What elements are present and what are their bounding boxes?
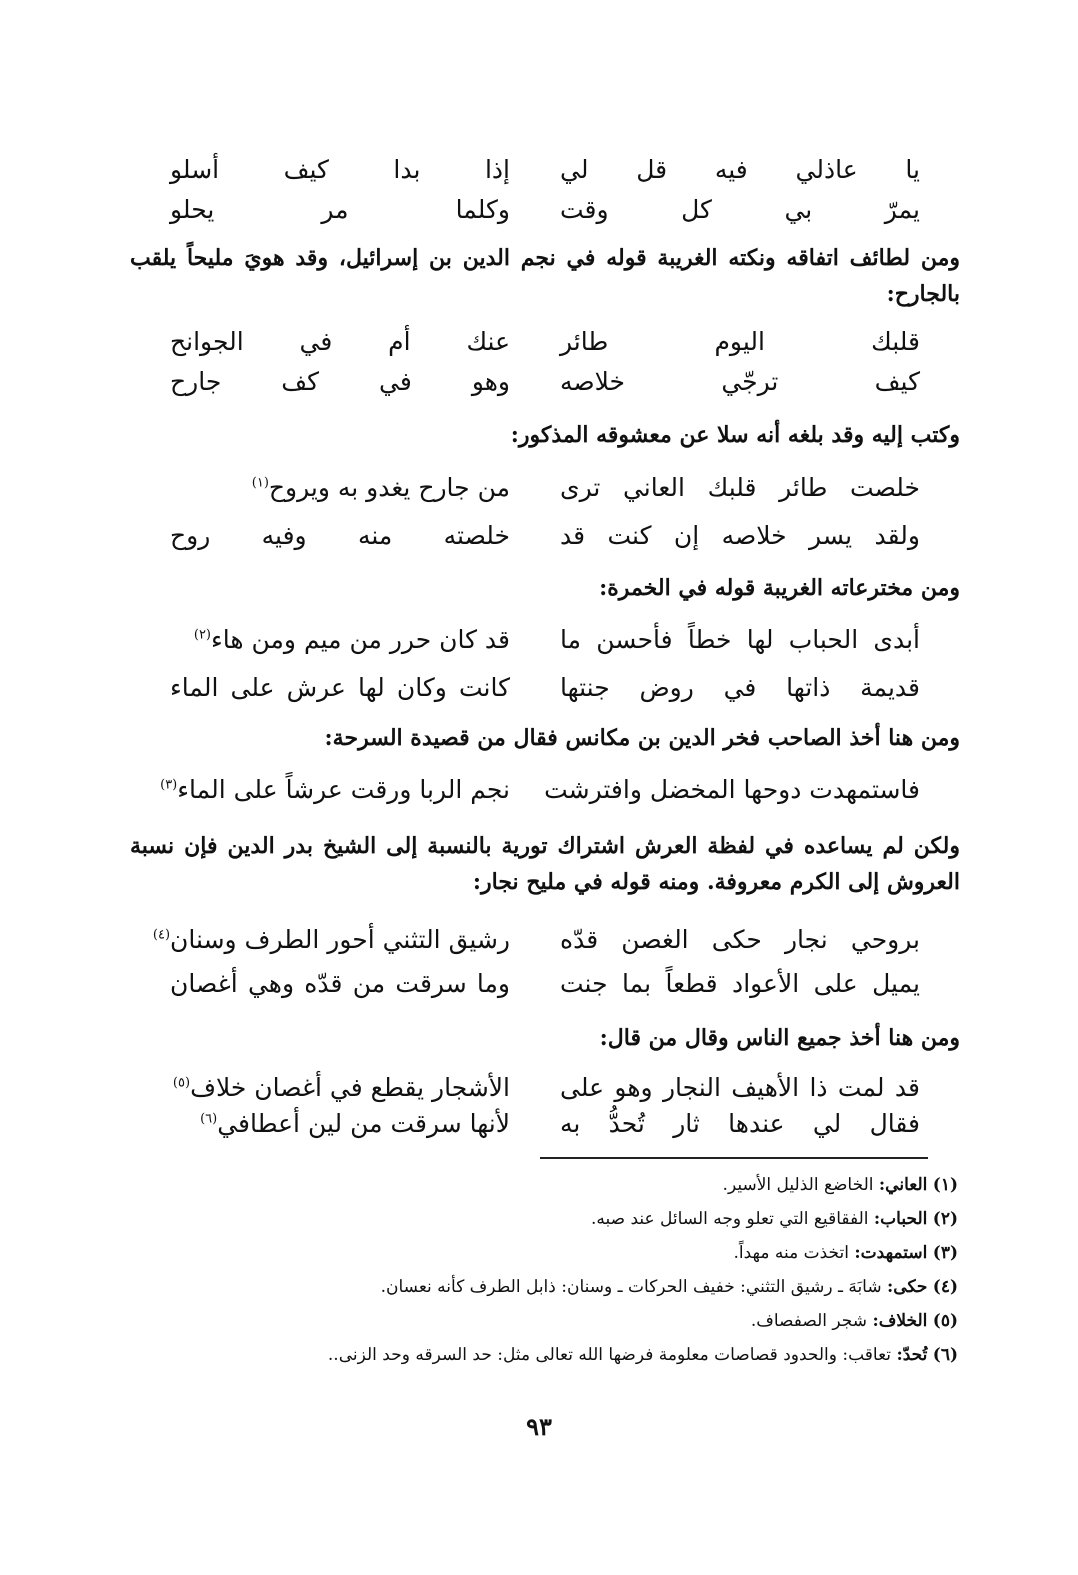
prose-paragraph: وكتب إليه وقد بلغه أنه سلا عن معشوقه المذكور: — [510, 422, 960, 448]
verse-hemistich-first: قد لمت ذا الأهيف النجار وهو على — [560, 1073, 920, 1102]
verse-hemistich-second: عنك أم في الجوانح — [170, 327, 510, 356]
verse-hemistich-second — [153, 920, 510, 960]
verse-hemistich-first: يا عاذلي فيه قل لي — [560, 155, 920, 184]
prose-paragraph: ومن لطائف اتفاقه ونكته الغريبة قوله في نجم الدين بن إسرائيل، وقد هويَ مليحاً يلقب بالجارح: — [130, 245, 960, 307]
page-number: ٩٣ — [526, 1412, 552, 1441]
footnote-number: (٤) — [932, 1277, 958, 1297]
verse-hemistich-second: خلصته منه وفيه روح — [170, 521, 510, 550]
footnote-term: تُحدّ: — [896, 1345, 928, 1365]
verse-hemistich-second — [194, 620, 510, 660]
verse-couplet — [150, 920, 920, 1004]
footnote-marker: (٣) — [160, 777, 178, 793]
verse-line — [150, 362, 920, 402]
verse-line — [150, 668, 920, 708]
footnote-item — [138, 1270, 958, 1304]
verse-couplet — [150, 770, 920, 810]
verse-line — [150, 770, 920, 810]
verse-line — [150, 150, 920, 190]
verse-couplet — [150, 322, 920, 402]
footnote-text: الفقاقيع التي تعلو وجه السائل عند صبه. — [590, 1209, 869, 1229]
footnote-item — [138, 1338, 958, 1372]
footnote-marker: (١) — [251, 475, 269, 491]
footnote-term: الخلاف: — [872, 1311, 928, 1331]
verse-line — [150, 1068, 920, 1108]
verse-hemistich-first: أبدى الحباب لها خطاً فأحسن ما — [560, 625, 920, 654]
footnote-number: (٥) — [932, 1311, 958, 1331]
verse-line — [150, 516, 920, 556]
footnote-marker: (٤) — [152, 927, 171, 943]
verse-couplet — [150, 1068, 920, 1144]
verse-hemistich-first: فقال لي عندها ثار تُحدُّ به — [560, 1109, 920, 1138]
verse-hemistich-first: ولقد يسر خلاصه إن كنت قد — [560, 521, 920, 550]
verse-line — [150, 468, 920, 508]
verse-hemistich-first: يمرّ بي كل وقت — [560, 195, 920, 224]
verse-line — [150, 964, 920, 1004]
prose-paragraph: ومن مخترعاته الغريبة قوله في الخمرة: — [599, 575, 960, 601]
verse-couplet — [150, 620, 920, 708]
verse-hemistich-second — [252, 468, 510, 508]
footnote-item — [138, 1202, 958, 1236]
footnotes — [138, 1168, 958, 1372]
footnote-number: (٦) — [932, 1345, 958, 1365]
verse-hemistich-second — [200, 1104, 510, 1144]
footnote-text: شجر الصفصاف. — [750, 1311, 868, 1331]
verse-line — [150, 620, 920, 660]
verse-hemistich-first: بروحي نجار حكى الغصن قدّه — [560, 925, 920, 954]
verse-hemistich-second: إذا بدا كيف أسلو — [170, 155, 510, 184]
footnote-marker: (٦) — [200, 1111, 218, 1127]
verse-hemistich-first: قلبك اليوم طائر — [560, 327, 920, 356]
footnote-text: اتخذت منه مهداً. — [733, 1243, 849, 1263]
footnote-item — [138, 1168, 958, 1202]
verse-line — [150, 322, 920, 362]
verse-line — [150, 1104, 920, 1144]
verse-hemistich-second — [160, 770, 510, 810]
verse-hemistich-second: وهو في كف جارح — [170, 367, 510, 396]
verse-text: الأشجار يقطع في أغصان خلاف — [190, 1073, 510, 1102]
verse-hemistich-first: خلصت طائر قلبك العاني ترى — [560, 473, 920, 502]
verse-hemistich-first: قديمة ذاتها في روض جنتها — [560, 673, 920, 702]
verse-text: نجم الربا ورقت عرشاً على الماء — [177, 775, 510, 804]
verse-couplet — [150, 150, 920, 230]
footnote-text: شابَهَ ـ رشيق التثني: خفيف الحركات ـ وسنان: ذابل الطرف كأنه نعسان. — [380, 1277, 882, 1297]
verse-line — [150, 190, 920, 230]
verse-hemistich-first: كيف ترجّي خلاصه — [560, 367, 920, 396]
verse-hemistich-second: وما سرقت من قدّه وهي أغصان — [170, 969, 510, 998]
footnote-item — [138, 1304, 958, 1338]
footnote-term: العاني: — [878, 1175, 928, 1195]
footnote-number: (٣) — [932, 1243, 958, 1263]
prose-paragraph: ومن هنا أخذ الصاحب فخر الدين بن مكانس فقال من قصيدة السرحة: — [324, 725, 960, 751]
verse-hemistich-first: يميل على الأعواد قطعاً بما جنت — [560, 969, 920, 998]
footnote-number: (١) — [932, 1175, 958, 1195]
prose-paragraph: ومن هنا أخذ جميع الناس وقال من قال: — [599, 1025, 960, 1051]
verse-text: من جارح يغدو به ويروح — [268, 473, 510, 502]
verse-hemistich-second — [173, 1068, 510, 1108]
verse-hemistich-second: وكلما مر يحلو — [170, 195, 510, 224]
footnote-term: حكى: — [887, 1277, 928, 1297]
footnote-text: تعاقب: والحدود قصاصات معلومة فرضها الله تعالى مثل: حد السرقه وحد الزنى.. — [327, 1345, 892, 1365]
prose-paragraph: ولكن لم يساعده في لفظة العرش اشتراك تورية بالنسبة إلى الشيخ بدر الدين فإن نسبة العروش إلى الكرم معروفة. ومنه قوله في مليح نجار: — [130, 833, 960, 895]
footnote-separator — [540, 1157, 928, 1159]
verse-text: رشيق التثني أحور الطرف وسنان — [170, 925, 510, 954]
verse-line — [150, 920, 920, 960]
verse-hemistich-first: فاستمهدت دوحها المخضل وافترشت — [544, 775, 920, 804]
verse-hemistich-second: كانت وكان لها عرش على الماء — [170, 673, 510, 702]
footnote-marker: (٢) — [193, 627, 211, 643]
verse-text: لأنها سرقت من لين أعطافي — [217, 1109, 510, 1138]
footnote-number: (٢) — [932, 1209, 958, 1229]
footnote-term: الحباب: — [873, 1209, 928, 1229]
footnote-item — [138, 1236, 958, 1270]
footnote-term: استمهدت: — [854, 1243, 928, 1263]
footnote-marker: (٥) — [172, 1075, 191, 1091]
footnote-text: الخاضع الذليل الأسير. — [722, 1175, 874, 1195]
verse-text: قد كان حرر من ميم ومن هاء — [211, 625, 510, 654]
verse-couplet — [150, 468, 920, 556]
